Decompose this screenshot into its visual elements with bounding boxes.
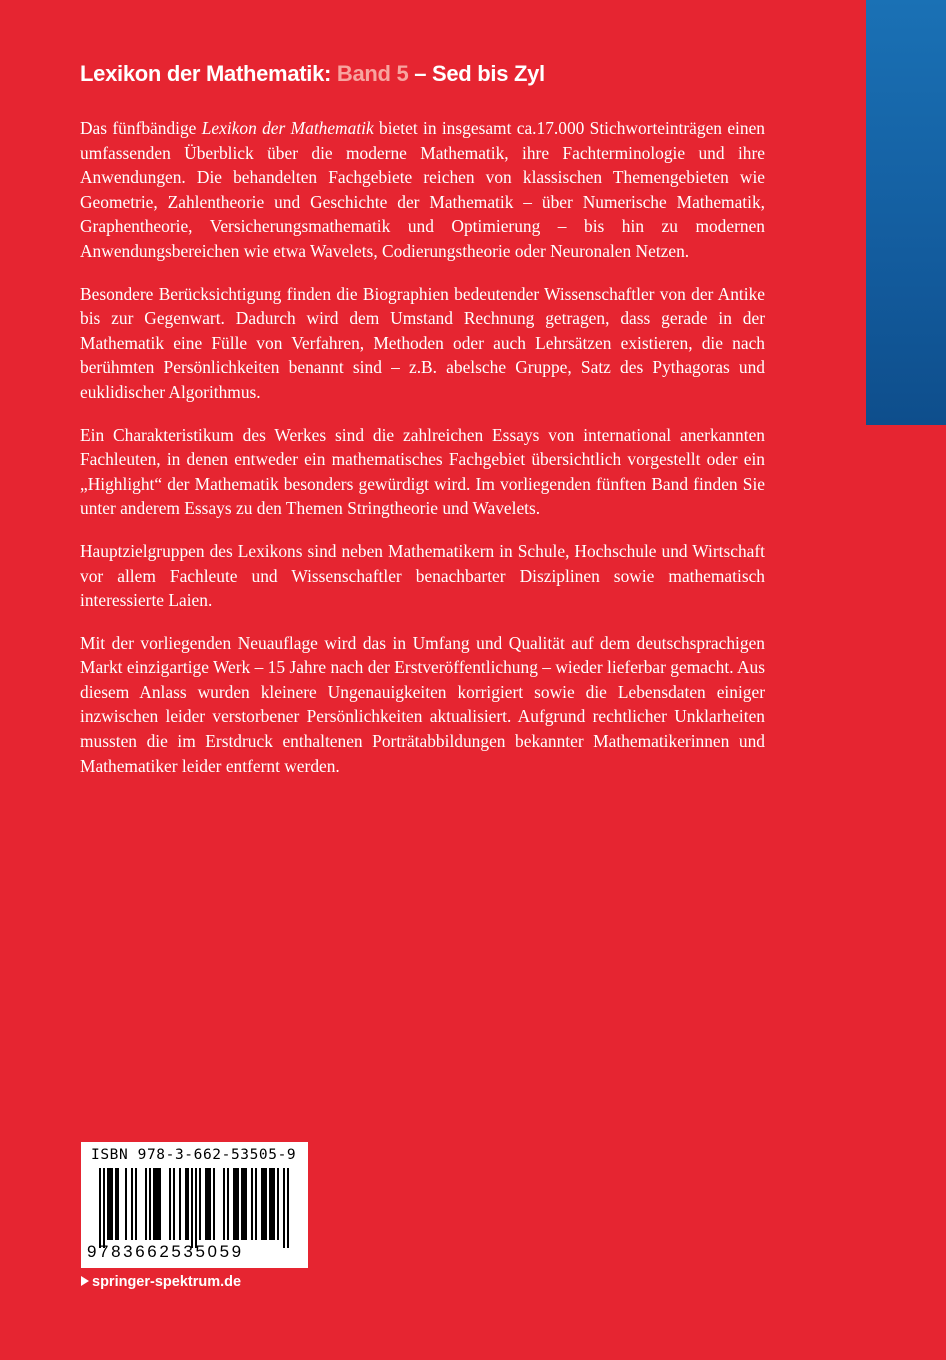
barcode-bar <box>283 1168 285 1248</box>
barcode-bar <box>265 1168 267 1240</box>
paragraph-intro-text-1: Das fünfbändige <box>80 118 202 138</box>
barcode-bar <box>207 1168 209 1240</box>
book-title <box>80 58 765 90</box>
barcode-bar <box>241 1168 243 1240</box>
barcode-bar <box>179 1168 181 1240</box>
barcode-bar <box>269 1168 271 1240</box>
title-main: Lexikon der Mathematik: <box>80 61 337 86</box>
barcode-bar <box>155 1168 157 1240</box>
barcode-digits: 9783662535059 <box>87 1242 244 1261</box>
arrow-right-icon <box>81 1276 89 1286</box>
barcode-bar <box>135 1168 137 1240</box>
barcode-bar <box>255 1168 257 1240</box>
isbn-label: ISBN 978-3-662-53505-9 <box>91 1147 297 1163</box>
publisher-website-link[interactable] <box>81 1274 241 1290</box>
barcode-bar <box>227 1168 229 1240</box>
paragraph-biographies: Besondere Berücksichtigung finden die Biographien bedeutender Wissenschaftler von der Antike bis zur Gegenwart. Dadurch wird dem Umstand Rechnung getragen, dass gerade in der Mathematik eine Fülle von Verfahren, Methoden oder auch Lehrsätzen existieren, die nach berühmten Persönlichkeiten benannt sind – z.B. abelsche Gruppe, Satz des Pythagoras und euklidischer Algorithmus. <box>80 283 765 402</box>
barcode-bar <box>125 1168 127 1240</box>
blue-corner-tab <box>866 0 946 425</box>
barcode-bar <box>99 1168 101 1248</box>
barcode-bar <box>149 1168 151 1240</box>
paragraph-intro <box>80 116 765 264</box>
barcode-bar <box>263 1168 265 1240</box>
barcode-bar <box>243 1168 245 1240</box>
barcode-bar <box>159 1168 161 1240</box>
barcode-bar <box>213 1168 215 1240</box>
paragraph-essays: Ein Charakteristikum des Werkes sind die zahlreichen Essays von international anerkannten Fachleuten, in denen entweder ein mathematisches Fachgebiet übersichtlich vorgestellt oder ein „Highlight“ der Mathematik besonders gewürdigt wird. Im vorliegenden fünften Band finden Sie unter anderem Essays zu den Themen Stringtheorie und Wavelets. <box>80 424 765 519</box>
barcode-bar <box>107 1168 109 1240</box>
barcode-bar <box>205 1168 207 1240</box>
barcode-bar <box>103 1168 105 1248</box>
barcode-bar <box>199 1168 201 1240</box>
barcode-bars <box>99 1168 291 1248</box>
barcode-bar <box>111 1168 113 1240</box>
back-cover-content <box>80 58 765 778</box>
barcode-bar <box>261 1168 263 1240</box>
barcode-bar <box>169 1168 171 1240</box>
barcode-bar <box>245 1168 247 1240</box>
barcode-bar <box>191 1168 193 1248</box>
barcode-bar <box>277 1168 279 1240</box>
barcode-bar <box>235 1168 237 1240</box>
barcode-bar <box>271 1168 273 1240</box>
barcode-bar <box>173 1168 175 1240</box>
barcode-bar <box>117 1168 119 1240</box>
barcode-bar <box>195 1168 197 1248</box>
barcode-bar <box>131 1168 133 1240</box>
barcode-bar <box>209 1168 211 1240</box>
paragraph-new-edition: Mit der vorliegenden Neuauflage wird das in Umfang und Qualität auf dem deutschsprachigen Markt einzigartige Werk – 15 Jahre nach der Erstveröffentlichung – wieder lieferbar gemacht. Aus diesem Anlass wurden kleinere Ungenauigkeiten korrigiert sowie die Lebensdaten einiger inzwischen leider verstorbener Persönlichkeiten aktualisiert. Aufgrund rechtlicher Unklarheiten mussten die im Erstdruck enthaltenen Porträtabbildungen bekannter Mathematikerinnen und Mathematiker leider entfernt werden. <box>80 632 765 776</box>
barcode-bar <box>109 1168 111 1240</box>
barcode-bar <box>223 1168 225 1240</box>
barcode-bar <box>157 1168 159 1240</box>
title-band: Band 5 <box>336 61 409 86</box>
barcode-bar <box>185 1168 187 1240</box>
paragraph-intro-text-2: bietet in insgesamt ca.17.000 Stichworteinträgen einen umfassenden Überblick über die moderne Mathematik, ihre Fachterminologie und ihre Anwendungen. Die behandelten Fachgebiete reichen von klassischen Themengebieten wie Geometrie, Zahlentheorie und Geschichte der Mathematik – über Numerische Mathematik, Graphentheorie, Versicherungsmathematik und Optimierung – bis hin zu modernen Anwendungsbereichen wie etwa Wavelets, Codierungstheorie oder Neuronalen Netzen. <box>80 118 765 261</box>
barcode-bar <box>287 1168 289 1248</box>
title-rest: – Sed bis Zyl <box>408 61 545 86</box>
barcode-bar <box>187 1168 189 1240</box>
isbn-barcode <box>81 1142 308 1268</box>
barcode-bar <box>115 1168 117 1240</box>
book-name-italic: Lexikon der Mathematik <box>201 118 374 138</box>
barcode-bar <box>145 1168 147 1240</box>
barcode-bar <box>237 1168 239 1240</box>
barcode-bar <box>251 1168 253 1240</box>
paragraph-audience: Hauptzielgruppen des Lexikons sind neben Mathematikern in Schule, Hochschule und Wirtschaft vor allem Fachleute und Wissenschaftler benachbarter Disziplinen sowie mathematisch interessierte Laien. <box>80 540 765 611</box>
barcode-bar <box>233 1168 235 1240</box>
barcode-bar <box>153 1168 155 1240</box>
barcode-bar <box>273 1168 275 1240</box>
publisher-url: springer-spektrum.de <box>92 1274 242 1290</box>
